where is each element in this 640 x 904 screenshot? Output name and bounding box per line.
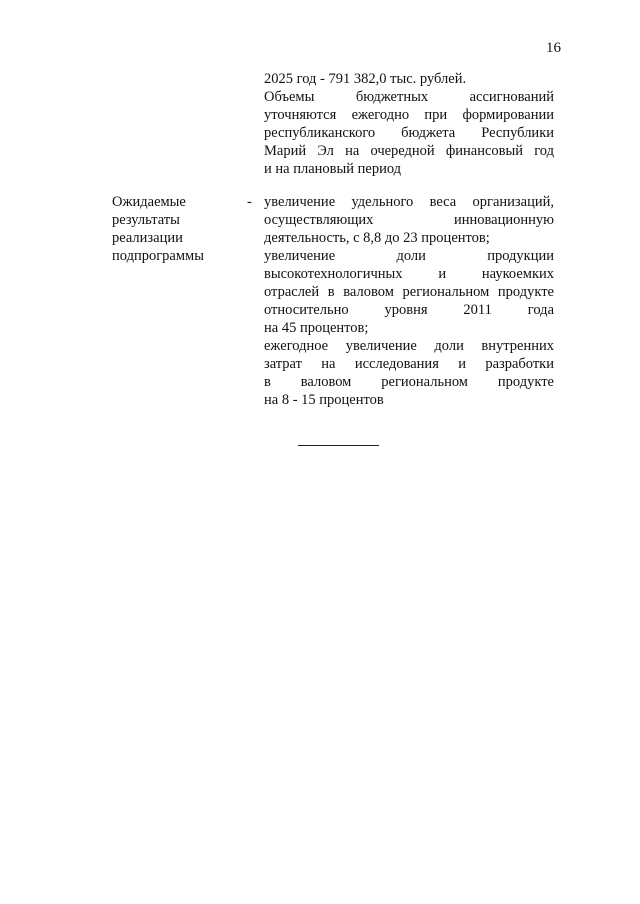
result-line-10: затрат на исследования и разработки xyxy=(264,356,554,372)
result-line-9: ежегодное увеличение доли внутренних xyxy=(264,338,554,354)
funding-note-line-5: и на плановый период xyxy=(264,161,402,177)
end-divider-line xyxy=(298,445,379,446)
result-line-4: увеличение доли продукции xyxy=(264,248,554,264)
page-number: 16 xyxy=(546,40,561,56)
expected-results-dash: - xyxy=(247,194,252,210)
expected-results-label-1: Ожидаемые xyxy=(112,194,186,210)
result-line-12: на 8 - 15 процентов xyxy=(264,392,384,408)
result-line-6: отраслей в валовом региональном продукте xyxy=(264,284,554,300)
result-line-1: увеличение удельного веса организаций, xyxy=(264,194,554,210)
result-line-3: деятельность, с 8,8 до 23 процентов; xyxy=(264,230,490,246)
funding-note-line-1: Объемы бюджетных ассигнований xyxy=(264,89,554,105)
funding-2025-line: 2025 год - 791 382,0 тыс. рублей. xyxy=(264,71,467,87)
result-line-11: в валовом региональном продукте xyxy=(264,374,554,390)
funding-note-line-3: республиканского бюджета Республики xyxy=(264,125,554,141)
funding-note-line-4: Марий Эл на очередной финансовый год xyxy=(264,143,554,159)
expected-results-label-3: реализации xyxy=(112,230,183,246)
result-line-2: осуществляющих инновационную xyxy=(264,212,554,228)
funding-note-line-2: уточняются ежегодно при формировании xyxy=(264,107,554,123)
result-line-7: относительно уровня 2011 года xyxy=(264,302,554,318)
result-line-5: высокотехнологичных и наукоемких xyxy=(264,266,554,282)
expected-results-label-4: подпрограммы xyxy=(112,248,204,264)
expected-results-label-2: результаты xyxy=(112,212,180,228)
result-line-8: на 45 процентов; xyxy=(264,320,369,336)
